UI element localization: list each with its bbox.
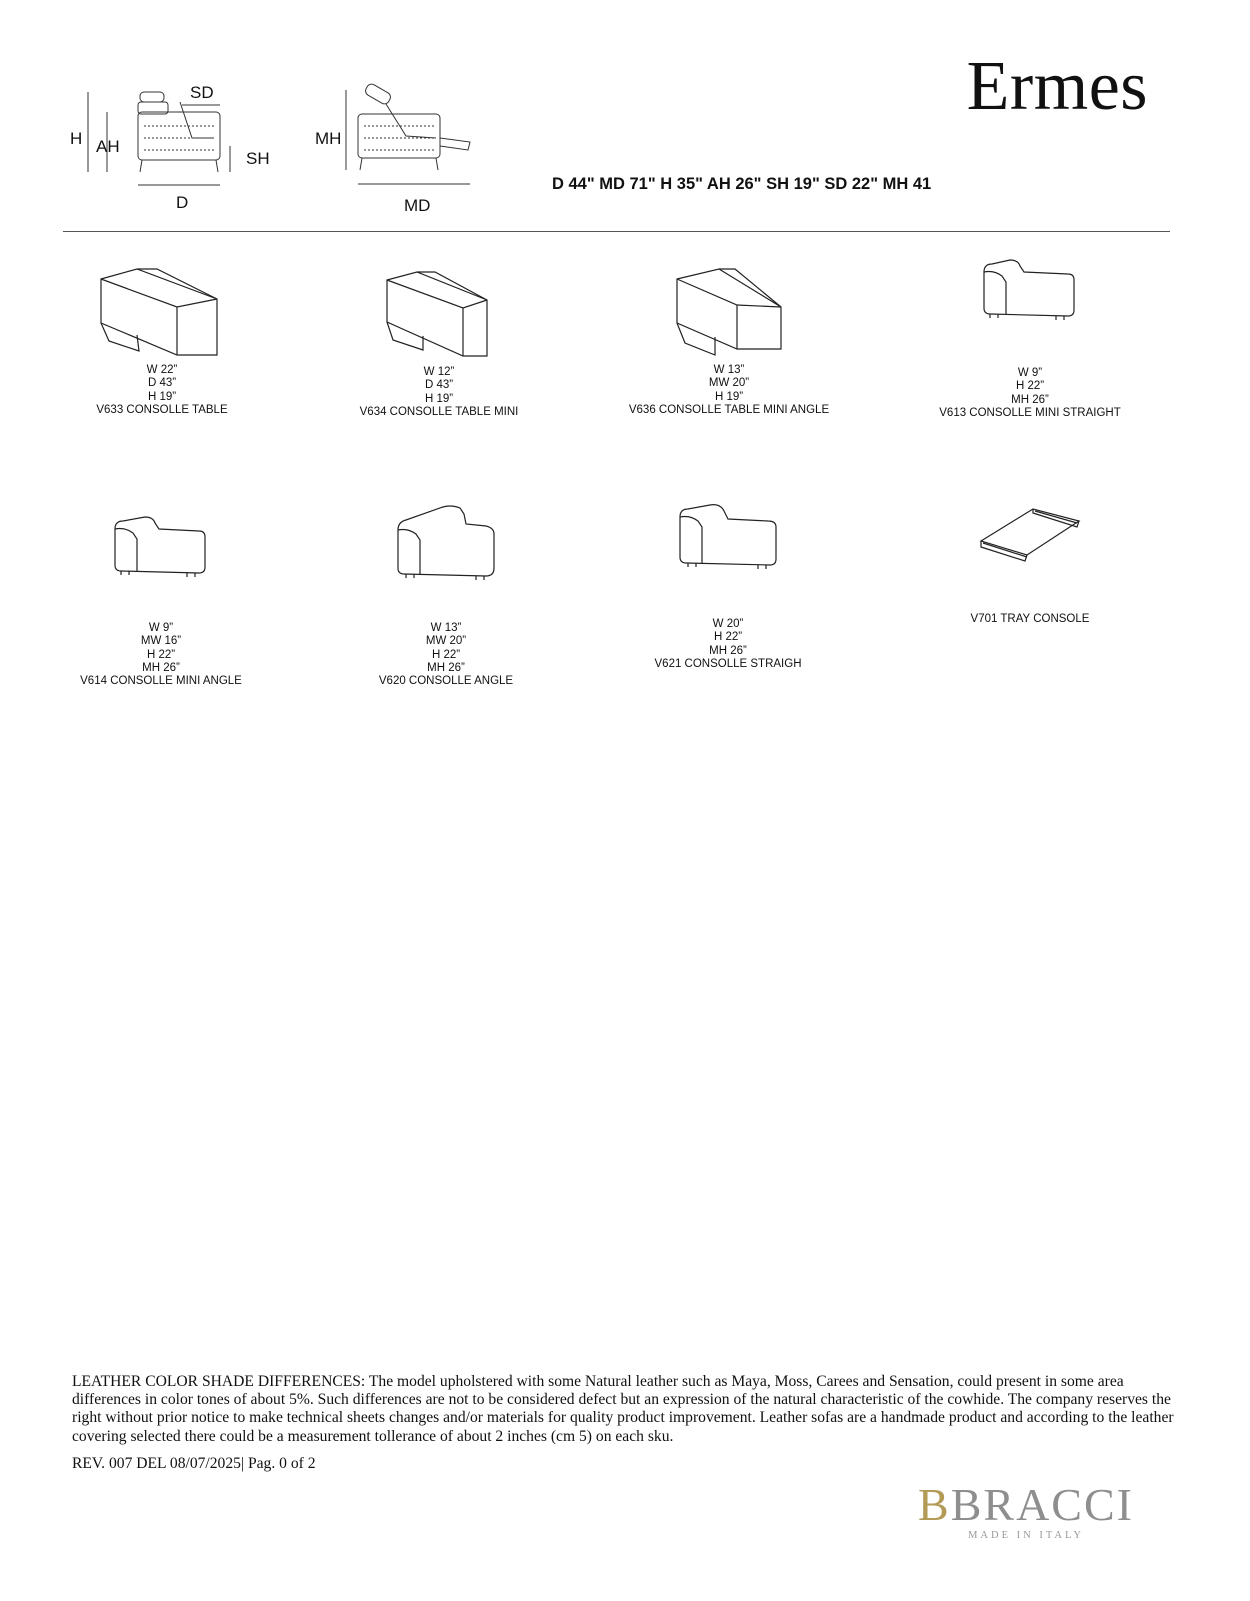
product-name: V613 CONSOLLE MINI STRAIGHT — [939, 406, 1121, 419]
product-v636 — [579, 267, 879, 417]
spec-line: W 9” — [148, 622, 174, 634]
spec-line: MH 26” — [1011, 393, 1049, 406]
spec-line: H 19” — [147, 390, 177, 403]
product-v613 — [880, 258, 1180, 420]
consolle-mini-straight-icon — [980, 258, 1080, 324]
consolle-mini-angle-icon — [111, 515, 211, 581]
spec-line: MW 20” — [708, 377, 750, 390]
logo-tagline: MADE IN ITALY — [968, 1530, 1084, 1541]
dimensions-summary: D 44" MD 71" H 35" AH 26" SH 19" SD 22" MH 41 — [552, 175, 932, 193]
spec-line: W 9” — [1017, 367, 1043, 379]
product-v701 — [880, 507, 1180, 626]
consolle-table-icon — [97, 267, 227, 361]
label-ah: AH — [96, 137, 120, 156]
product-name: V621 CONSOLLE STRAIGH — [654, 657, 802, 670]
spec-line: H 22” — [1015, 380, 1045, 393]
label-mh: MH — [315, 129, 342, 148]
product-name: V633 CONSOLLE TABLE — [96, 403, 228, 416]
spec-line: W 22” — [146, 364, 178, 376]
tray-console-icon — [977, 507, 1083, 567]
product-v620 — [296, 504, 596, 688]
spec-line: MH 26” — [142, 661, 180, 674]
product-name: V634 CONSOLLE TABLE MINI — [359, 405, 519, 418]
spec-line: W 20” — [712, 618, 744, 630]
spec-line: H 22” — [146, 648, 176, 661]
spec-line: H 19” — [424, 392, 454, 405]
consolle-straight-icon — [676, 503, 780, 573]
spec-line: MH 26” — [709, 644, 747, 657]
product-v614 — [11, 515, 311, 688]
spec-line: MH 26” — [427, 661, 465, 674]
spec-line: H 22” — [713, 631, 743, 644]
label-d: D — [176, 193, 189, 212]
consolle-table-mini-icon — [383, 270, 495, 360]
spec-line: MW 20” — [425, 635, 467, 648]
label-md: MD — [404, 196, 431, 215]
spec-line: W 13” — [713, 364, 745, 376]
spec-line: MW 16” — [140, 635, 182, 648]
consolle-angle-icon — [394, 504, 498, 584]
spec-line: H 22” — [431, 648, 461, 661]
label-sh: SH — [246, 149, 270, 168]
product-name: V620 CONSOLLE ANGLE — [378, 675, 514, 688]
product-v621 — [578, 503, 878, 671]
consolle-table-mini-angle-icon — [673, 267, 785, 361]
bracci-logo — [898, 1479, 1154, 1541]
spec-line: H 19” — [714, 390, 744, 403]
header-divider — [63, 231, 1170, 232]
product-name: V614 CONSOLLE MINI ANGLE — [80, 675, 242, 688]
logo-mark: B — [918, 1479, 951, 1530]
spec-line: W 12” — [423, 366, 455, 378]
product-name: V636 CONSOLLE TABLE MINI ANGLE — [628, 403, 830, 416]
product-v633 — [12, 267, 312, 417]
product-v634 — [289, 270, 589, 419]
spec-line: D 43” — [424, 379, 454, 392]
product-name: V701 TRAY CONSOLE — [970, 613, 1090, 625]
spec-line: D 43” — [147, 377, 177, 390]
page-title: Ermes — [966, 48, 1148, 125]
recliner-dimension-diagram — [346, 86, 486, 196]
logo-brand: BRACCI — [950, 1479, 1134, 1530]
label-h: H — [70, 129, 83, 148]
leather-notice: LEATHER COLOR SHADE DIFFERENCES: The model upholstered with some Natural leather such as Maya, Moss, Carees and Sensation, could present in some area differences in color tones of about 5%. Such differences are not to be considered defect but an expression of the natural characteristic of the cowhide. The company reserves the right without prior notice to make technical sheets changes and/or materials for quality product improvement. Leather sofas are a handmade product and according to the leather covering selected there could be a measurement tollerance of about 2 inches (cm 5) on each sku. — [72, 1373, 1174, 1445]
spec-line: W 13” — [430, 622, 462, 634]
revision-info: REV. 007 DEL 08/07/2025| Pag. 0 of 2 — [72, 1455, 316, 1472]
label-sd: SD — [190, 83, 214, 102]
